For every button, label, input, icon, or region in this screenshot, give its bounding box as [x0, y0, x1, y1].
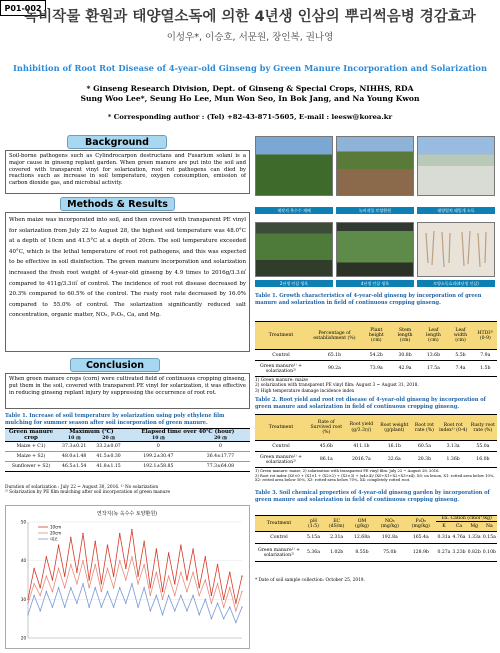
data-point — [101, 583, 102, 584]
data-point — [40, 595, 41, 596]
t2-col-rot-index: Root rot index¹⁾ (0-4) — [437, 415, 468, 441]
caption-photo-4: 2년생 인삼 생육 — [255, 280, 333, 287]
data-point — [199, 595, 200, 596]
caption-photo-3: 태양열처 래밀개 소독 — [417, 207, 495, 214]
table-row: Green manure¹⁾ + solarization²⁾ 86.1a 2016.7a 32.6a 20.3b 1.36b 16.0b — [255, 452, 497, 468]
data-point — [143, 541, 144, 542]
t1b-col-leaf-width: Leaf width (cm) — [447, 322, 473, 350]
t3-col-p2o5: P₂O₅ (mg/kg) — [405, 516, 436, 532]
data-point — [27, 599, 28, 600]
data-point — [46, 575, 47, 576]
y-tick-label: 30 — [20, 596, 26, 602]
data-point — [168, 595, 169, 596]
photo-2yr-ginseng — [255, 222, 333, 277]
t1-col-crop: Green manure crop — [5, 429, 57, 442]
table-row: Green manure¹⁾ + solarization²⁾ 5.36a 1.02b 8.55b 75.0b 128.9b 0.27a 3.23b 0.82b 0.10b — [255, 544, 497, 562]
t3-col-cation: Ex. Cation (cmol⁺/kg) — [436, 516, 497, 522]
data-point — [40, 610, 41, 611]
data-point — [156, 595, 157, 596]
data-point — [52, 591, 53, 592]
data-point — [186, 579, 187, 580]
data-point — [70, 564, 71, 565]
t3-col-treatment: Treatment — [255, 516, 303, 532]
data-point — [76, 603, 77, 604]
conclusion-text: When green manure crops (corn) were cultivated field of continuous cropping ginseng, put them in the soil, covered with transparent PE vinyl for solarization, it was effective in reducing ginseng replant injury by suppressing the occurrence of root rot. — [5, 373, 250, 409]
data-point — [137, 583, 138, 584]
data-point — [76, 572, 77, 573]
table1b-growth — [255, 321, 497, 377]
data-point — [211, 603, 212, 604]
background-text: Soil-borne pathogens such as Cylindrocarpon destructans and Fusarium solani is a major cause in ginseng replant garden. When green manure are put into the soil and covered with transparent vinyl for solarization, root rot pathogens can died by reactions such as increase in soil temperature, oxygen consumption, emission of carbon dioxide gas, and microbial activity. — [5, 150, 250, 194]
background-header: Background — [67, 135, 167, 149]
table1-note: ²⁾ Solarization by PE film mulching after soil incorporation of green manure — [5, 490, 170, 496]
data-point — [192, 548, 193, 549]
data-point — [205, 579, 206, 580]
data-point — [33, 595, 34, 596]
caption-photo-5: 4년생 인삼 생육 — [336, 280, 414, 287]
data-point — [27, 603, 28, 604]
table3-notes: * Date of soil sample collection: October 25, 2019. — [255, 578, 365, 583]
chart-svg — [6, 506, 249, 648]
authors-korean: 이성우*, 이승호, 서문원, 장인복, 권나영 — [166, 32, 334, 43]
data-point — [150, 587, 151, 588]
t3-col-no3: NO₃ (mg/kg) — [375, 516, 406, 532]
data-point — [180, 572, 181, 573]
y-tick-label: 40 — [20, 558, 26, 564]
photo-4yr-ginseng — [336, 222, 414, 277]
data-point — [95, 564, 96, 565]
data-point — [156, 572, 157, 573]
soil-temperature-chart — [5, 505, 250, 649]
table2-note: 1) Green manure: maize, 2) solarization with transparent PE vinyl film: July 22 ~ August 28, 2016. — [255, 469, 440, 473]
photo-green-manure-incorporation — [336, 136, 414, 196]
t3-col-ca: Ca — [451, 522, 466, 532]
data-point — [205, 599, 206, 600]
affiliation — [0, 84, 500, 104]
data-point — [125, 603, 126, 604]
data-point — [119, 533, 120, 534]
data-point — [125, 579, 126, 580]
caption-photo-6: 토양소독효과(4년생 인삼) — [417, 280, 495, 287]
table1-note: Duration of solarization : July 22 ~ August 30, 2016. ¹⁾ No solarization — [5, 485, 159, 490]
data-point — [217, 564, 218, 565]
data-point — [52, 606, 53, 607]
t3-col-ph: pH (1:5) — [303, 516, 324, 532]
data-point — [186, 591, 187, 592]
data-point — [33, 583, 34, 584]
t3-col-ec: EC (dS/m) — [324, 516, 349, 532]
table3-title: Table 3. Soil chemical properties of 4-year-old ginseng garden by incorporation of green manure and solarization in field of continuous cropping ginseng. — [255, 490, 490, 503]
table1b-note: 3) High temperature damage incidence index — [255, 388, 355, 394]
data-point — [113, 606, 114, 607]
data-point — [150, 595, 151, 596]
data-point — [150, 610, 151, 611]
data-point — [107, 545, 108, 546]
data-point — [143, 587, 144, 588]
data-point — [180, 545, 181, 546]
data-point — [211, 618, 212, 619]
data-point — [162, 599, 163, 600]
table2-root-yield — [255, 414, 497, 468]
data-point — [33, 568, 34, 569]
conclusion-header: Conclusion — [70, 358, 160, 372]
data-point — [192, 595, 193, 596]
poster-title-korean: 녹비작물 환원과 태양열소독에 의한 4년생 인삼의 뿌리썩음병 경감효과 — [24, 9, 476, 25]
authors-english: Sung Woo Lee*, Seung Ho Lee, Mun Won Seo, In Bok Jang, and Na Young Kwon — [80, 94, 420, 103]
series-line-3 — [28, 584, 242, 623]
data-point — [125, 568, 126, 569]
data-point — [223, 606, 224, 607]
data-point — [46, 556, 47, 557]
data-point — [88, 587, 89, 588]
y-tick-label: 20 — [20, 635, 26, 641]
data-point — [229, 587, 230, 588]
data-point — [88, 606, 89, 607]
data-point — [241, 606, 242, 607]
table1b-title: Table 1. Growth characteristics of 4-year-old ginseng by incorporation of green manure and solarization in field of continuous cropping ginseng. — [255, 293, 482, 306]
data-point — [162, 591, 163, 592]
data-point — [143, 564, 144, 565]
data-point — [211, 595, 212, 596]
t2-col-treatment: Treatment — [255, 415, 307, 441]
table1-soil-temperature — [5, 428, 250, 472]
t3-col-na: Na — [482, 522, 497, 532]
t1-col-max: Maximum (℃) — [57, 429, 126, 436]
table-row: Maize + S2) 48.0±1.48 41.5±0.30 199.2±30.47 36.4±17.77 — [5, 452, 250, 462]
data-point — [113, 575, 114, 576]
data-point — [241, 575, 242, 576]
data-point — [131, 556, 132, 557]
data-point — [70, 587, 71, 588]
data-point — [107, 568, 108, 569]
methods-header: Methods & Results — [60, 197, 175, 211]
data-point — [235, 603, 236, 604]
data-point — [58, 587, 59, 588]
t1b-col-plant-height: Plant height (cm) — [362, 322, 391, 350]
data-point — [205, 556, 206, 557]
data-point — [88, 579, 89, 580]
data-point — [113, 587, 114, 588]
t2-col-rusty: Rusty root rate (%) — [469, 415, 497, 441]
data-point — [101, 591, 102, 592]
caption-photo-2: 녹비작물 토양환원 — [336, 207, 414, 214]
poster-title-english: Inhibition of Root Rot Disease of 4-year-old Ginseng by Green Manure Incorporation and Solarization — [13, 63, 487, 73]
table2-title: Table 2. Root yield and root rot disease of 4-year-old ginseng by incorporation of green manure and solarization in field of continuous cropping ginseng. — [255, 397, 486, 410]
table1-title: Table 1. Increase of soil temperature by solarization using poly ethylene film mulching for summer season after soil incorporation of green manure. — [5, 413, 225, 426]
data-point — [131, 583, 132, 584]
t2-col-survived: Rate of Survived root (%) — [307, 415, 346, 441]
data-point — [168, 552, 169, 553]
t1b-col-treatment: Treatment — [255, 322, 307, 350]
y-tick-label: 50 — [20, 519, 26, 525]
data-point — [156, 548, 157, 549]
data-point — [82, 533, 83, 534]
data-point — [64, 575, 65, 576]
data-point — [174, 583, 175, 584]
data-point — [174, 610, 175, 611]
t1-col-elapsed: Elapsed time over 40℃ (hour) — [126, 429, 250, 436]
t1b-col-establishment: Percentage of establishment (%) — [307, 322, 362, 350]
t3-col-mg: Mg — [467, 522, 482, 532]
data-point — [64, 587, 65, 588]
table1-notes — [5, 485, 250, 496]
table-row: Control 65.1b 54.2b 30.8b 13.6b 5.5b 7.9a — [272, 352, 491, 358]
t1-sub-20: 20 ㎝ — [91, 435, 125, 442]
t1b-col-leaf-length: Leaf length (cm) — [419, 322, 447, 350]
data-point — [119, 560, 120, 561]
photo-corn-cultivation — [255, 136, 333, 196]
chart-title: 연작지(녹 옥수수 토양환원) — [96, 511, 158, 517]
data-point — [162, 614, 163, 615]
legend-label: 대조 — [50, 536, 58, 542]
data-point — [168, 575, 169, 576]
data-point — [137, 606, 138, 607]
table-row: Green manure¹⁾ + solarization²⁾ 90.2a 73.9a 42.9a 17.5a 7.4a 1.5b — [255, 361, 497, 377]
table-row: Control 45.6b 411.1b 16.1b 60.5a 3.13a 55.0a — [272, 443, 490, 449]
data-point — [217, 583, 218, 584]
t2-col-weight: Root weight (g/plant) — [377, 415, 411, 441]
data-point — [235, 622, 236, 623]
data-point — [235, 610, 236, 611]
table-row: Sunflower + S2) 46.5±1.54 41.8±1.15 192.1±58.85 77.3±64.08 — [5, 462, 250, 472]
data-point — [199, 587, 200, 588]
data-point — [199, 614, 200, 615]
data-point — [223, 618, 224, 619]
table1b-note: 1) Green manure: maize — [255, 378, 308, 383]
table2-note: 3) Root rot index (X0×0 + (X1×1 + (X2×2) + (X3×3) + (x4×4)/ (X0+X1+X2+X3+x4), X0: on lesion, X1: rotted area below 10%, X2: rotted area below 50%, X3: rotted-area below 70%, X4: completely rotted root. — [255, 473, 495, 483]
data-point — [229, 606, 230, 607]
t1b-col-stem-length: Stem length (cm) — [391, 322, 420, 350]
data-point — [76, 583, 77, 584]
table2-notes — [255, 469, 497, 483]
data-point — [180, 595, 181, 596]
t2-col-rot-rate: Root rot rate (%) — [411, 415, 437, 441]
data-point — [40, 587, 41, 588]
photo-ginseng-roots — [417, 222, 495, 277]
data-point — [223, 599, 224, 600]
affiliation-line: * Ginseng Research Division, Dept. of Ginseng & Special Crops, NIHHS, RDA — [86, 84, 414, 93]
data-point — [64, 606, 65, 607]
data-point — [52, 579, 53, 580]
data-point — [46, 591, 47, 592]
data-point — [70, 537, 71, 538]
data-point — [27, 614, 28, 615]
data-point — [107, 591, 108, 592]
data-point — [229, 572, 230, 573]
data-point — [241, 591, 242, 592]
table-row: Maize + C1) 37.3±0.21 33.2±0.07 0 0 — [16, 444, 222, 449]
data-point — [101, 606, 102, 607]
photo-solarization — [417, 136, 495, 196]
table1b-notes — [255, 378, 497, 394]
methods-text: When maize was incorporated into soil, and then covered with transparent PE vinyl for solarization from July 22 to August 28, the highest soil temperature was 48.0°C at a depth of 10cm and 41.5°C at a depth of 20cm. The soil temperature exceeded 40°C, which is the lethal temperature of root rot pathogens, and this was expected to be effective in soil disinfection. The green manure incorporation and solarization increased the fresh root weight of 4-year-old ginseng by 4.9 times to 2016g/3.3㎡ compared to 411g/3.3㎡ of control. The incidence of root rot disease decreased by 20.3% compared to 60.5% of the control. The rusty root rate decreased by 16.0% compared to 55.0% of control. The solarization significantly reduced salt concentration, organic matter, NO₃, P₂O₅, Ca, and Mg. — [5, 212, 250, 352]
data-point — [174, 595, 175, 596]
data-point — [192, 572, 193, 573]
data-point — [137, 575, 138, 576]
data-point — [58, 568, 59, 569]
data-point — [131, 529, 132, 530]
t3-col-k: K — [436, 522, 451, 532]
caption-photo-1: 재작지 옥수수 재배 — [255, 207, 333, 214]
table1b-note: 2) solarization with transparent PE vinyl film: August 3 ~ August 31, 2018. — [255, 383, 419, 389]
t3-col-om: OM (g/kg) — [349, 516, 374, 532]
t1-sub-10: 10 ㎝ — [57, 435, 91, 442]
table-row: Control 5.15a 2.31a 12.68a 192.8a 165.4a 0.31a 4.76a 1.33a 0.15a — [270, 535, 496, 540]
data-point — [95, 541, 96, 542]
roots-drawing — [418, 223, 494, 276]
t1-sub-10b: 10 ㎝ — [126, 435, 191, 442]
table3-soil-chemistry — [255, 515, 497, 562]
data-point — [82, 583, 83, 584]
data-point — [58, 545, 59, 546]
data-point — [95, 587, 96, 588]
corresponding-author: * Corresponding author : (Tel) +82-43-871-5605, E-mail : leesw@korea.kr — [107, 113, 393, 121]
poster-id-badge: P01-002 — [0, 0, 46, 16]
data-point — [119, 587, 120, 588]
t1b-col-htdi: HTDI³⁾ (0-9) — [474, 322, 497, 350]
data-point — [186, 610, 187, 611]
legend-label: 20cm — [50, 530, 62, 536]
t1-sub-20b: 20 ㎝ — [191, 435, 250, 442]
data-point — [82, 560, 83, 561]
t2-col-yield: Root yield (g/3.3㎡) — [346, 415, 378, 441]
legend-label: 10cm — [50, 524, 62, 530]
data-point — [217, 603, 218, 604]
